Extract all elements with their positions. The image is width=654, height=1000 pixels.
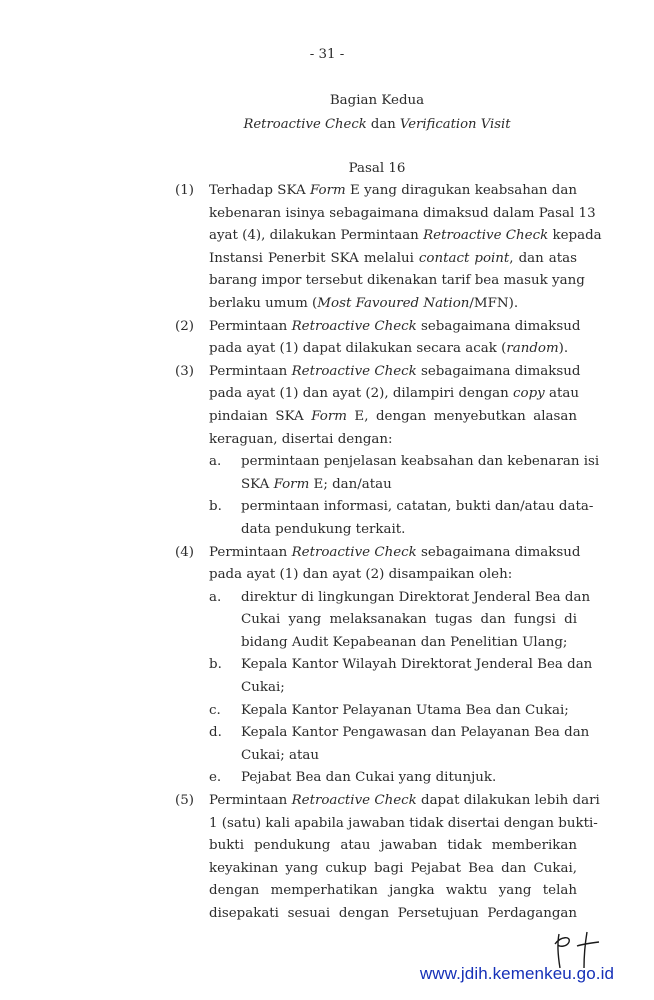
subtitle-italic-1: Retroactive Check xyxy=(243,117,367,132)
clause-line: Permintaan Retroactive Check sebagaimana dimaksud xyxy=(209,318,581,334)
sub-item-a xyxy=(209,451,600,496)
page-number: - 31 - xyxy=(309,47,345,62)
clause-2 xyxy=(175,316,581,361)
clause-1 xyxy=(175,180,602,316)
clause-line: dengan memperhatikan jangka waktu yang telah xyxy=(209,883,577,899)
clause-line: Instansi Penerbit SKA melalui contact point, dan atas xyxy=(209,250,577,266)
clause-number: (2) xyxy=(175,318,194,334)
website-link[interactable]: www.jdih.kemenkeu.go.id xyxy=(419,964,614,983)
clause-line: pada ayat (1) dan ayat (2), dilampiri dengan copy atau xyxy=(209,386,579,402)
sub-line: Cukai; xyxy=(241,680,285,696)
sub-letter: c. xyxy=(209,702,221,718)
sub-item-b xyxy=(209,496,594,541)
article-body xyxy=(175,180,602,926)
sub-letter: a. xyxy=(209,589,222,605)
sub-line: Kepala Kantor Wilayah Direktorat Jenderal Bea dan xyxy=(241,657,593,673)
sub-item-d xyxy=(209,722,590,767)
clause-line: 1 (satu) kali apabila jawaban tidak disertai dengan bukti- xyxy=(209,815,598,831)
clause-line: bukti pendukung atau jawaban tidak memberikan xyxy=(209,838,577,854)
sub-line: permintaan informasi, catatan, bukti dan/atau data- xyxy=(241,499,594,515)
clause-line: Permintaan Retroactive Check sebagaimana dimaksud xyxy=(209,544,581,560)
section-title: Bagian Kedua xyxy=(329,93,425,108)
clause-line: pada ayat (1) dan ayat (2) disampaikan oleh: xyxy=(209,567,513,583)
clause-4 xyxy=(175,542,593,791)
clause-line: keraguan, disertai dengan: xyxy=(209,431,393,447)
sub-letter: a. xyxy=(209,454,222,470)
sub-line: Pejabat Bea dan Cukai yang ditunjuk. xyxy=(241,770,497,786)
subtitle-joiner: dan xyxy=(366,117,400,132)
sub-line: Kepala Kantor Pelayanan Utama Bea dan Cukai; xyxy=(241,702,569,718)
clause-line: barang impor tersebut dikenakan tarif bea masuk yang xyxy=(209,273,585,289)
clause-number: (5) xyxy=(175,793,194,809)
clause-line: keyakinan yang cukup bagi Pejabat Bea dan Cukai, xyxy=(209,860,577,876)
clause-line: kebenaran isinya sebagaimana dimaksud dalam Pasal 13 xyxy=(209,205,596,221)
clause-line: Permintaan Retroactive Check sebagaimana dimaksud xyxy=(209,363,581,379)
clause-line: ayat (4), dilakukan Permintaan Retroactive Check kepada xyxy=(209,228,602,244)
sub-line: permintaan penjelasan keabsahan dan kebenaran isi xyxy=(241,454,600,470)
clause-line: pindaian SKA Form E, dengan menyebutkan alasan xyxy=(209,408,577,424)
clause-line: Terhadap SKA Form E yang diragukan keabsahan dan xyxy=(209,183,577,198)
sub-letter: b. xyxy=(209,499,222,515)
section-subtitle xyxy=(0,117,654,132)
sub-item-c xyxy=(209,700,577,723)
sub-line: SKA Form E; dan/atau xyxy=(241,476,392,492)
sub-letter: b. xyxy=(209,657,222,673)
sub-line: Kepala Kantor Pengawasan dan Pelayanan Bea dan xyxy=(241,725,590,741)
sub-letter: d. xyxy=(209,725,222,741)
clause-number: (1) xyxy=(175,183,194,198)
clause-number: (4) xyxy=(175,544,194,560)
sub-line: direktur di lingkungan Direktorat Jenderal Bea dan xyxy=(241,589,591,605)
subtitle-italic-2: Verification Visit xyxy=(399,117,511,132)
article-title: Pasal 16 xyxy=(348,161,406,176)
sub-item-a xyxy=(209,587,591,655)
clause-line: pada ayat (1) dapat dilakukan secara acak (random). xyxy=(209,341,569,357)
clause-5 xyxy=(175,790,600,926)
sub-line: data pendukung terkait. xyxy=(241,521,406,537)
clause-number: (3) xyxy=(175,363,194,379)
sub-line: Cukai yang melaksanakan tugas dan fungsi di xyxy=(241,612,577,628)
clause-line: berlaku umum (Most Favoured Nation/MFN). xyxy=(209,295,519,311)
sub-item-b xyxy=(209,654,593,699)
sub-line: bidang Audit Kepabeanan dan Penelitian Ulang; xyxy=(241,634,568,650)
sub-item-e xyxy=(209,767,577,790)
sub-line: Cukai; atau xyxy=(241,747,319,763)
clause-line: disepakati sesuai dengan Persetujuan Perdagangan xyxy=(209,906,577,921)
clause-line: Permintaan Retroactive Check dapat dilakukan lebih dari xyxy=(209,793,600,809)
sub-letter: e. xyxy=(209,770,222,786)
clause-3 xyxy=(175,361,600,542)
